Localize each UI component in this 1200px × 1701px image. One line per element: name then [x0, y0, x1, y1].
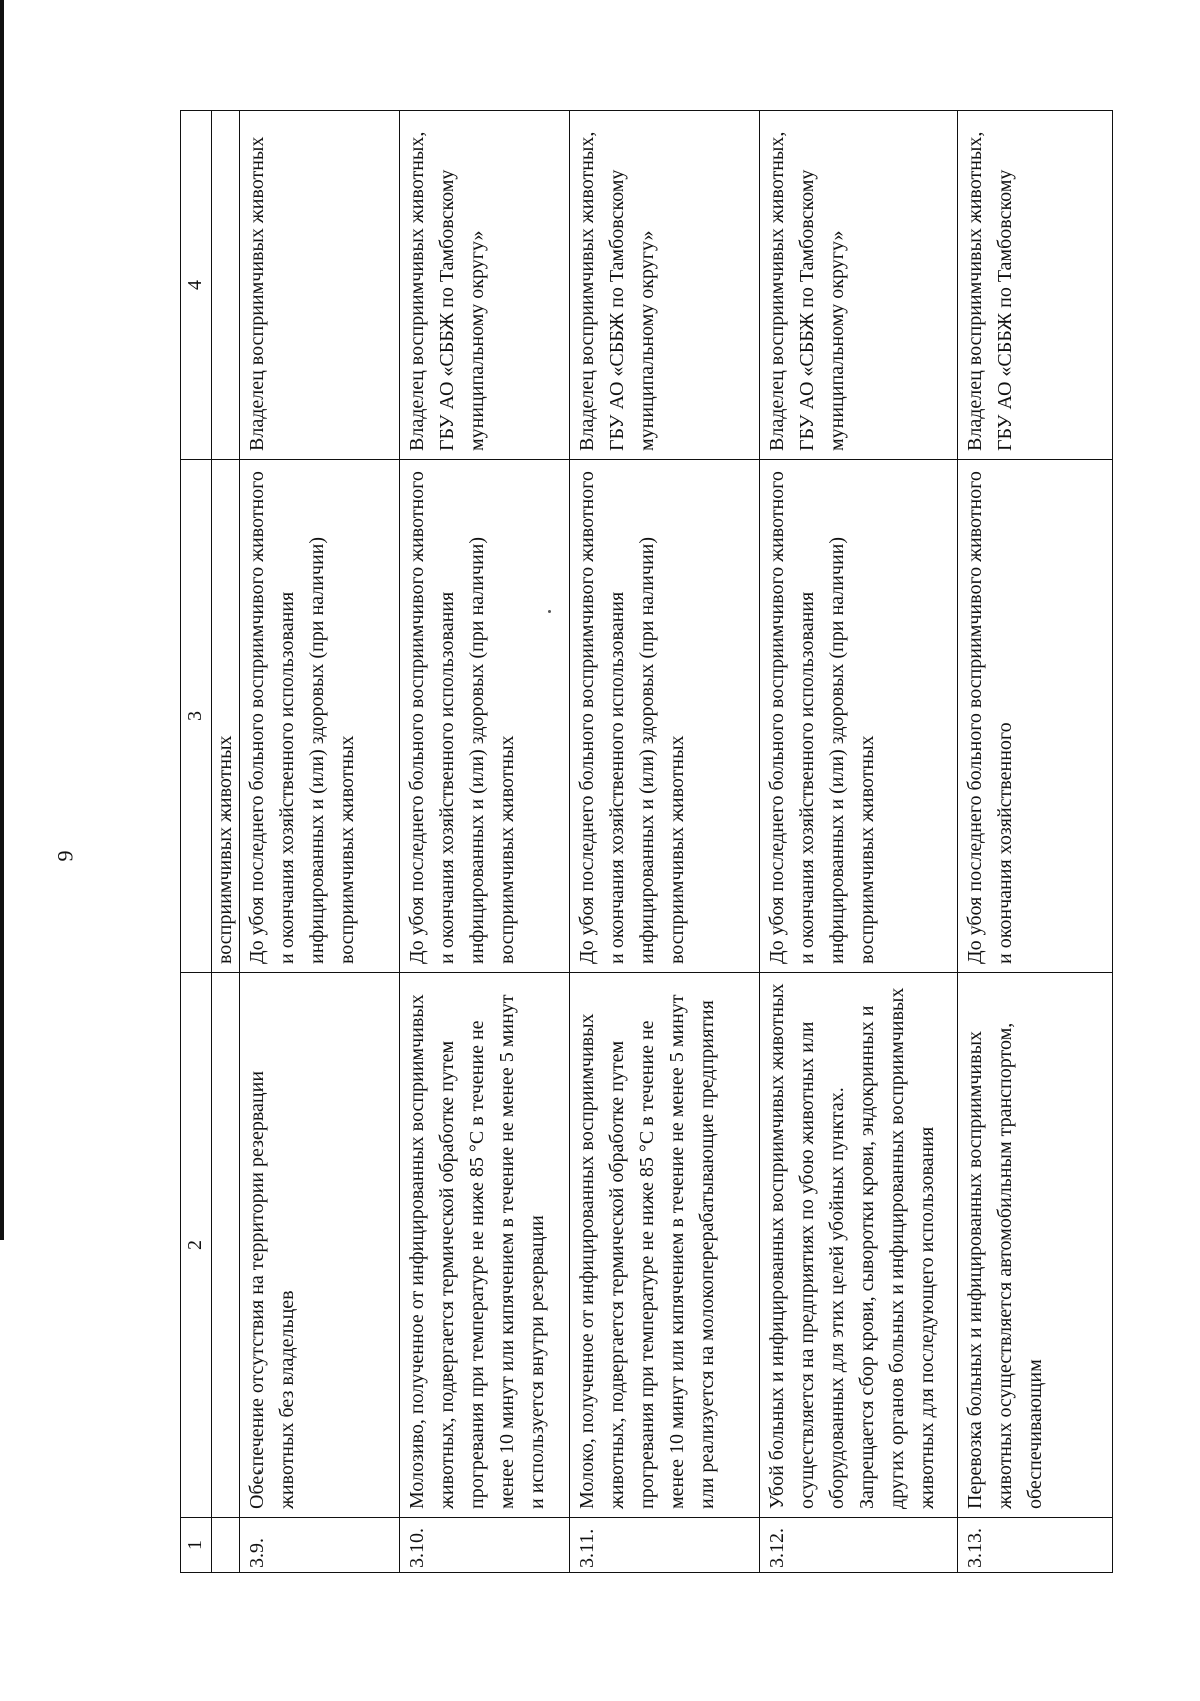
- term-text: До убоя последнего больного восприимчивого животного и окончания хозяйственного: [958, 460, 1113, 973]
- table-row: [958, 111, 1113, 1573]
- empty-cell: [212, 973, 240, 1518]
- responsible-text: Владелец восприимчивых животных, ГБУ АО «СББЖ по Тамбовскому муниципальному округу»: [760, 111, 958, 460]
- empty-cell: [212, 1518, 240, 1573]
- scan-edge: [0, 0, 4, 1240]
- continued-term-text: восприимчивых животных: [212, 460, 240, 973]
- table-row: [760, 111, 958, 1573]
- responsible-text: Владелец восприимчивых животных, ГБУ АО «СББЖ по Тамбовскому муниципальному округу»: [570, 111, 760, 460]
- rotated-table-container: [180, 111, 1086, 1573]
- responsible-text: Владелец восприимчивых животных, ГБУ АО «СББЖ по Тамбовскому: [958, 111, 1113, 460]
- column-number: 3: [181, 460, 212, 973]
- measure-text: Молоко, полученное от инфицированных восприимчивых животных, подвергается термической обработке путем прогревания при температуре не ниже 85 °С в течение не менее 10 минут или кипячением в течение не менее 5 минут или реализуется на молокоперерабатывающие предприятия: [570, 973, 760, 1518]
- term-text: До убоя последнего больного восприимчивого животного и окончания хозяйственного использования инфицированных и (или) здоровых (при наличии) восприимчивых животных: [400, 460, 570, 973]
- item-number: 3.11.: [570, 1518, 760, 1573]
- responsible-text: Владелец восприимчивых животных, ГБУ АО «СББЖ по Тамбовскому муниципальному округу»: [400, 111, 570, 460]
- measure-text: Молозиво, полученное от инфицированных восприимчивых животных, подвергается термической обработке путем прогревания при температуре не ниже 85 °С в течение не менее 10 минут или кипячением в течение не менее 5 минут и используется внутри резервации: [400, 973, 570, 1518]
- table-row: [400, 111, 570, 1573]
- column-number: 2: [181, 973, 212, 1518]
- item-number: 3.9.: [240, 1518, 400, 1573]
- responsible-text: Владелец восприимчивых животных: [240, 111, 400, 460]
- column-number: 1: [181, 1518, 212, 1573]
- measure-text: Перевозка больных и инфицированных восприимчивых животных осуществляется автомобильным транспортом, обеспечивающим: [958, 973, 1113, 1518]
- item-number: 3.10.: [400, 1518, 570, 1573]
- column-number: 4: [181, 111, 212, 460]
- term-text: До убоя последнего больного восприимчивого животного и окончания хозяйственного использования инфицированных и (или) здоровых (при наличии) восприимчивых животных: [760, 460, 958, 973]
- page-number: 9: [52, 850, 78, 862]
- column-number-header-row: [181, 111, 212, 1573]
- term-text: До убоя последнего больного восприимчивого животного и окончания хозяйственного использования инфицированных и (или) здоровых (при наличии) восприимчивых животных: [570, 460, 760, 973]
- table-row: [570, 111, 760, 1573]
- measures-table: [180, 110, 1113, 1573]
- item-number: 3.12.: [760, 1518, 958, 1573]
- item-number: 3.13.: [958, 1518, 1113, 1573]
- continuation-row: [212, 111, 240, 1573]
- table-row: [240, 111, 400, 1573]
- term-text: До убоя последнего больного восприимчивого животного и окончания хозяйственного использования инфицированных и (или) здоровых (при наличии) восприимчивых животных: [240, 460, 400, 973]
- measure-text: Убой больных и инфицированных восприимчивых животных осуществляется на предприятиях по убою животных или оборудованных для этих целей убойных пунктах. Запрещается сбор крови, сыворотки крови, эндокринных и других органов больных и инфицированных восприимчивых животных для последующего использования: [760, 973, 958, 1518]
- empty-cell: [212, 111, 240, 460]
- measure-text: Обеспечение отсутствия на территории резервации животных без владельцев: [240, 973, 400, 1518]
